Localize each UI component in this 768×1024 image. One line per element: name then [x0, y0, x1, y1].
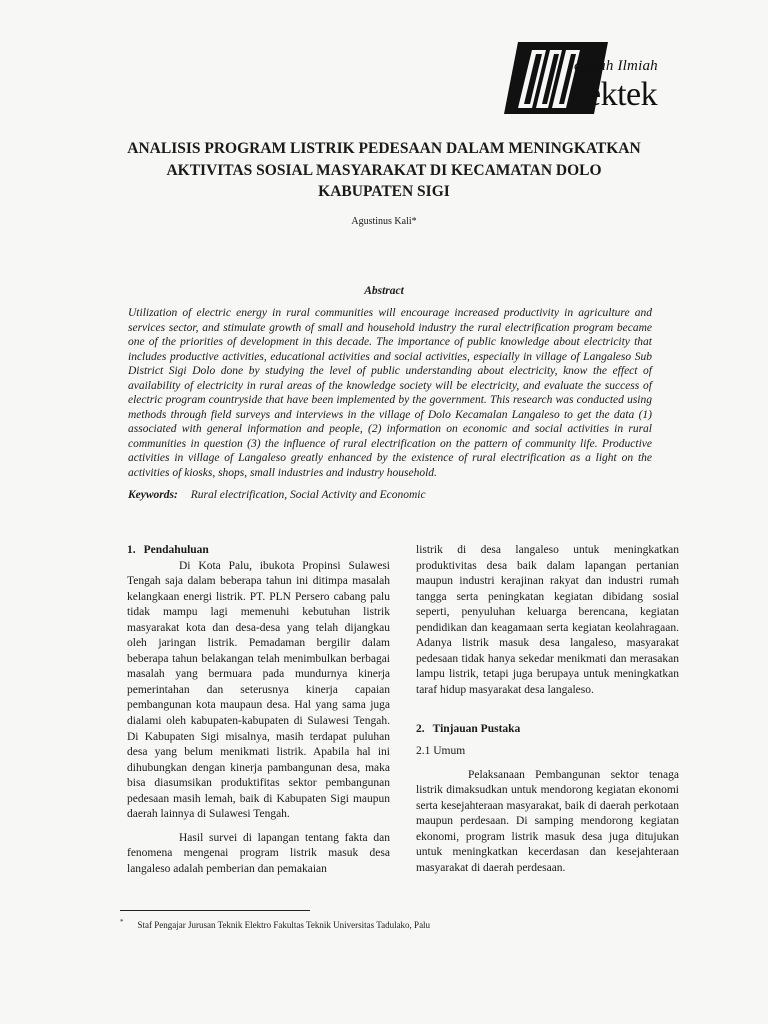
section-1-heading	[127, 543, 390, 559]
footnote-rule	[120, 910, 310, 911]
author-name: Agustinus Kali*	[351, 216, 417, 227]
footnote-text: Staf Pengajar Jurusan Teknik Elektro Fakultas Teknik Universitas Tadulako, Palu	[137, 920, 431, 930]
title-line-3: KABUPATEN SIGI	[318, 183, 450, 200]
section-2-number: 2.	[416, 723, 425, 736]
logo-text-majalah-ilmiah: ajalah Ilmiah	[574, 58, 658, 74]
left-column	[127, 543, 390, 877]
subsection-2-1-heading: 2.1 Umum	[416, 745, 466, 758]
paragraph-gap	[127, 823, 390, 831]
journal-logo	[488, 36, 688, 120]
keywords-text: Rural electrification, Social Activity and Economic	[190, 489, 426, 501]
section-1-paragraph-2-continued: listrik di desa langaleso untuk meningkatkan produktivitas desa baik dalam lapangan pertanian maupun industri kerajinan rakyat dan industri rumah tangga serta peningkatan kegiatan dibidang sosial seperti, penyuluhan keluarga berencana, kegiatan pendidikan dan keagamaan serta kegiatan keolahragaan. Adanya listrik masuk desa langaleso, masyarakat pedesaan tidak hanya sekedar menikmati dan merasakan lampu listrik, tetapi juga berupaya untuk meningkatkan taraf hidup masyarakat desa langaleso.	[416, 544, 679, 696]
section-1-title: Pendahuluan	[143, 544, 209, 556]
section-1-paragraph-2: Hasil survei di lapangan tentang fakta dan fenomena mengenai program listrik masuk desa langaleso adalah pemberian dan pemakaian	[127, 831, 390, 875]
section-2-paragraph-1: Pelaksanaan Pembangunan sektor tenaga listrik dimaksudkan untuk mendorong kegiatan ekonomi serta kesejahteraan masyarakat, baik di daerah perkotaan maupun perdesaan. Di samping mendorong kegiatan ekonomi, program listrik masuk desa juga ditujukan untuk meningkatkan kecerdasan dan kesejahteraan masyarakat di daerah perdesaan.	[416, 768, 679, 874]
abstract-heading: Abstract	[364, 285, 404, 297]
footnote-marker: *	[120, 918, 124, 926]
title-line-1: ANALISIS PROGRAM LISTRIK PEDESAAN DALAM MENINGKATKAN	[127, 140, 641, 157]
logo-text-mektek: ektek	[586, 76, 658, 113]
abstract-body: Utilization of electric energy in rural communities will encourage increased productivity in agriculture and services sector, and stimulate growth of small and household industry the rural electrification program became one of the priorities of development in this decade. The importance of public knowledge about electricity that includes productive activities, educational activities and social activities, especially in village of Langaleso Sub District Sigi Dolo done by studying the level of public understanding about electricity, know the effect of availability of electricity in rural areas of the knowledge society will be electricity, and evaluate the success of electric program countryside that have been implemented by the government. This research was conducted using methods through field surveys and interviews in the village of Dolo Kecamalan Langaleso to get the data (1) associated with general information and people, (2) information on economic and social activities in rural communities in question (3) the influence of rural electrification on the pattern of community life. Productive activities in village of Langaleso greatly enhanced by the existence of rural electrification as a light on the activities of kiosks, shops, small industries and industry household.	[128, 307, 652, 480]
footnote	[120, 918, 430, 930]
paper-title	[100, 138, 668, 203]
right-column	[416, 543, 679, 876]
subheading-gap	[416, 760, 679, 768]
section-1-number: 1.	[127, 544, 136, 556]
keywords-label: Keywords:	[128, 489, 178, 501]
section-1-paragraph-1: Di Kota Palu, ibukota Propinsi Sulawesi Tengah saja dalam beberapa tahun ini ditimpa masalah kelangkaan energi listrik. PT. PLN Persero cabang palu tidak mampu lagi memenuhi kebutuhan listrik masyarakat kota dan desa-desa yang telah dijangkau oleh jaringan listrik. Pemadaman bergilir dalam beberapa tahun belakangan telah menimbulkan berbagai masalah yang bermuara pada mundurnya kinerja pemerintahan dan seterusnya kinerja capaian pembangunan kota maupaun desa. Hal yang sama juga dialami oleh kabupaten-kabupaten di Sulawesi Tengah. Di Kabupaten Sigi misalnya, masih terdapat puluhan desa yang belum menikmati listrik. Apabila hal ini dihubungkan dengan kinerja pambangunan desa, maka bisa diasumsikan produktifitas sektor pembangunan pedesaan masih lemah, baik di Kabupaten Sigi maupun daerah lainnya di Sulawesi Tengah.	[127, 559, 390, 821]
section-2-title: Tinjauan Pustaka	[432, 723, 521, 736]
title-line-2: AKTIVITAS SOSIAL MASYARAKAT DI KECAMATAN DOLO	[166, 161, 602, 179]
section-2-heading	[416, 722, 679, 738]
keywords	[128, 489, 652, 501]
section-gap	[416, 698, 679, 722]
